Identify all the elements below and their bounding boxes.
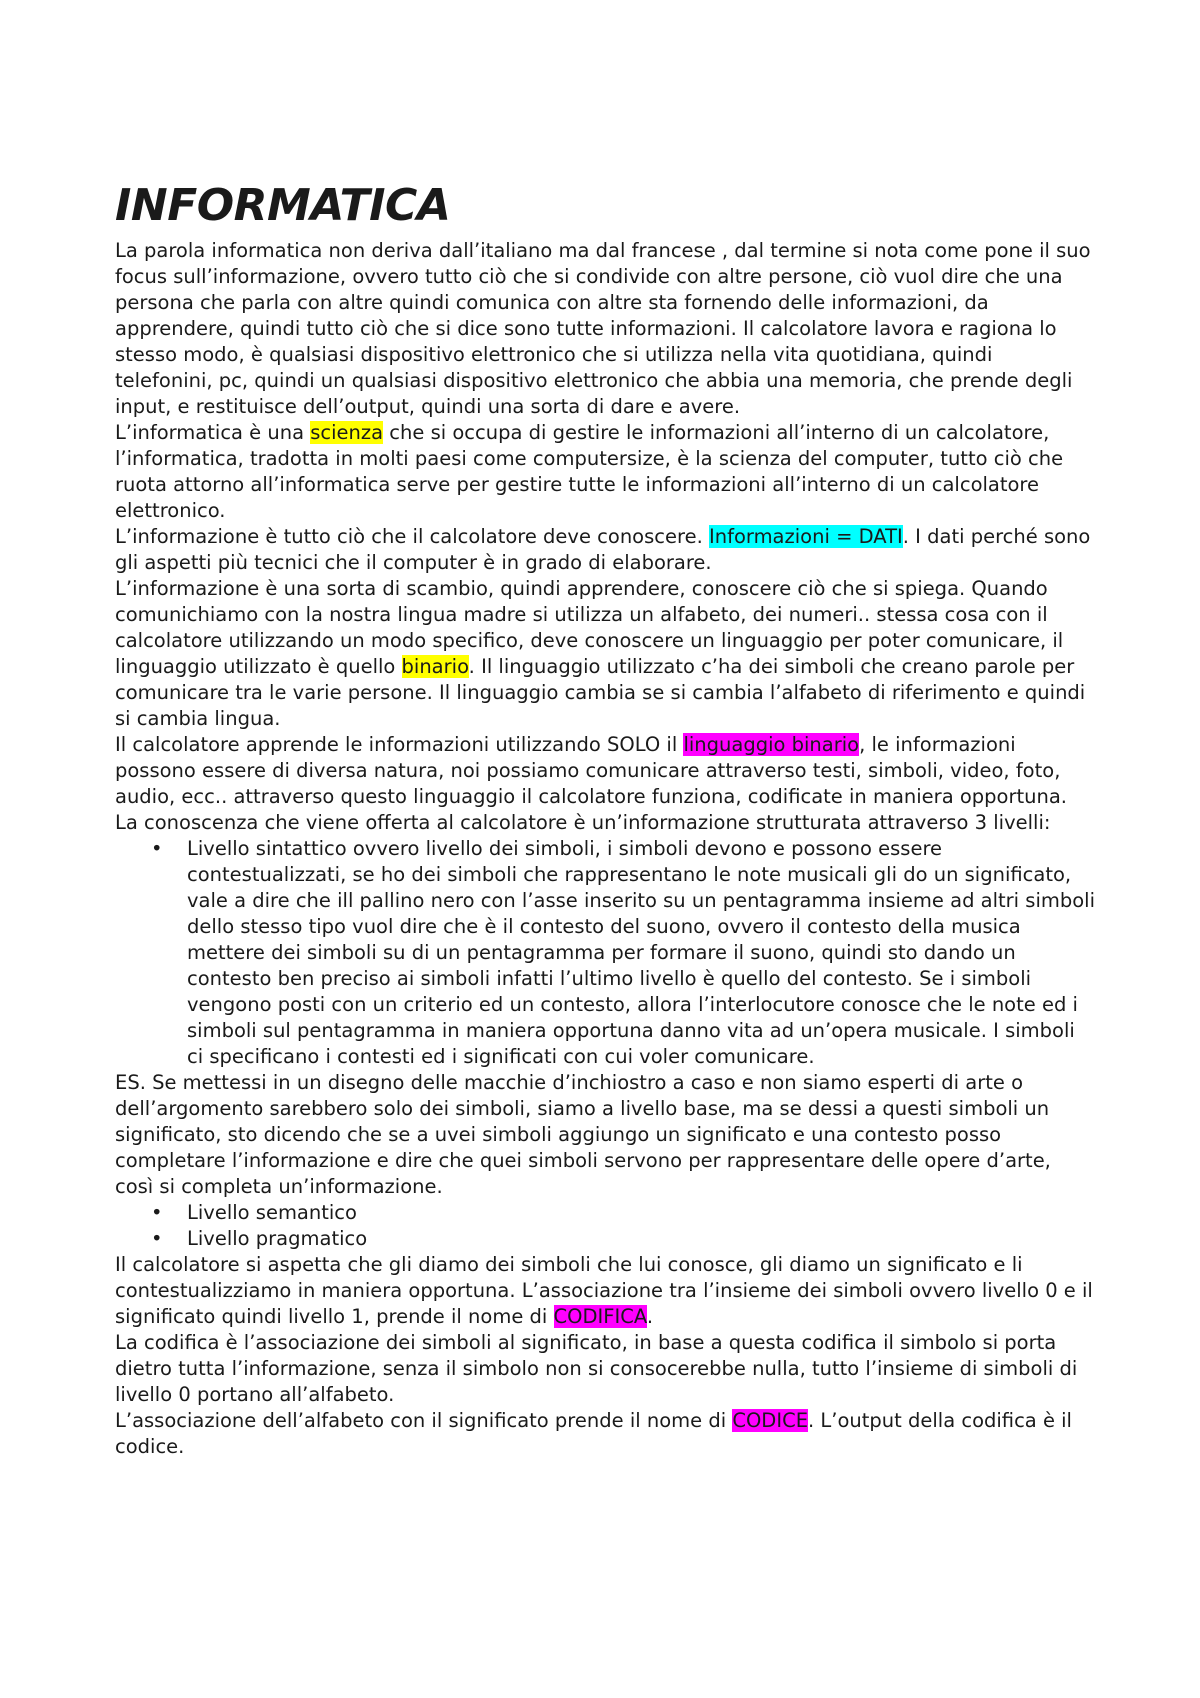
highlight-linguaggio-binario: linguaggio binario (683, 733, 860, 756)
text-segment: che si occupa di gestire le informazioni all’interno di un calcolatore, l’informatica, tradotta in molti paesi come computersize, è la scienza del computer, tutto ciò che ruota attorno all’informatica serve per gestire tutte le informazioni all’interno di un calcolatore elettronico. (115, 421, 1064, 522)
highlight-codice: CODICE (732, 1409, 809, 1432)
list-item: • Livello sintattico ovvero livello dei simboli, i simboli devono e possono essere contestualizzati, se ho dei simboli che rappresentano le note musicali gli do un significato, vale a dire che ill pallino nero con l’asse inserito su un pentagramma insieme ad altri simboli dello stesso tipo vuol dire che è il contesto del suono, ovvero il contesto della musica mettere dei simboli su di un pentagramma per formare il suono, quindi sto dando un contesto ben preciso ai simboli infatti l’ultimo livello è quello del contesto. Se i simboli vengono posti con un criterio ed un contesto, allora l’interlocutore conosce che le note ed i simboli sul pentagramma in maniera opportuna danno vita ad un’opera musicale. I simboli ci specificano i contesti ed i significati con cui voler comunicare. (187, 836, 1095, 1070)
text-segment: . Il linguaggio utilizzato c’ha dei simboli che creano parole per comunicare tra le varie persone. Il linguaggio cambia se si cambia l’alfabeto di riferimento e quindi si cambia lingua. (115, 655, 1086, 730)
bullet-list-levels (115, 836, 1095, 1070)
bullet-list-levels-2 (115, 1200, 1095, 1252)
paragraph-linguaggio-binario (115, 732, 1095, 810)
paragraph-scienza (115, 420, 1095, 524)
paragraph-intro: La parola informatica non deriva dall’italiano ma dal francese , dal termine si nota come pone il suo focus sull’informazione, ovvero tutto ciò che si condivide con altre persone, ciò vuol dire che una persona che parla con altre quindi comunica con altre sta fornendo delle informazioni, da apprendere, quindi tutto ciò che si dice sono tutte informazioni. Il calcolatore lavora e ragiona lo stesso modo, è qualsiasi dispositivo elettronico che si utilizza nella vita quotidiana, quindi telefonini, pc, quindi un qualsiasi dispositivo elettronico che abbia una memoria, che prende degli input, e restituisce dell’output, quindi una sorta di dare e avere. (115, 239, 1091, 418)
text-segment: . L’output della codifica è il codice. (115, 1409, 1072, 1458)
highlight-codifica: CODIFICA (553, 1305, 647, 1328)
highlight-scienza: scienza (310, 421, 384, 444)
text-segment: . I dati perché sono gli aspetti più tecnici che il computer è in grado di elaborare. (115, 525, 1091, 574)
text-segment: L’associazione dell’alfabeto con il significato prende il nome di (115, 1409, 733, 1432)
paragraph-scambio (115, 576, 1095, 732)
text-segment: Il calcolatore si aspetta che gli diamo dei simboli che lui conosce, gli diamo un significato e li contestualizziamo in maniera opportuna. L’associazione tra l’insieme dei simboli ovvero livello 0 e il significato quindi livello 1, prende il nome di (115, 1253, 1093, 1328)
paragraph-informazione (115, 524, 1095, 576)
text-segment: L’informatica è una (115, 421, 311, 444)
text-segment: Il calcolatore apprende le informazioni utilizzando SOLO il (115, 733, 684, 756)
list-item: • Livello semantico (187, 1200, 1095, 1226)
document-page (115, 180, 1095, 1460)
paragraph-codice (115, 1408, 1095, 1460)
text-segment: , le informazioni possono essere di diversa natura, noi possiamo comunicare attraverso testi, simboli, video, foto, audio, ecc.. attraverso questo linguaggio il calcolatore funziona, codificate in maniera opportuna. (115, 733, 1067, 808)
paragraph-codifica-definizione: La codifica è l’associazione dei simboli al significato, in base a questa codifica il simbolo si porta dietro tutta l’informazione, senza il simbolo non si consocerebbe nulla, tutto l’insieme di simboli di livello 0 portano all’alfabeto. (115, 1331, 1078, 1406)
list-item: • Livello pragmatico (187, 1226, 1095, 1252)
paragraph-livelli: La conoscenza che viene offerta al calcolatore è un’informazione strutturata attraverso 3 livelli: (115, 811, 1051, 834)
text-segment: L’informazione è una sorta di scambio, quindi apprendere, conoscere ciò che si spiega. Quando comunichiamo con la nostra lingua madre si utilizza un alfabeto, dei numeri.. stessa cosa con il calcolatore utilizzando un modo specifico, deve conoscere un linguaggio per poter comunicare, il linguaggio utilizzato è quello (115, 577, 1064, 678)
text-segment: L’informazione è tutto ciò che il calcolatore deve conoscere. (115, 525, 709, 548)
highlight-informazioni-dati: Informazioni = DATI (708, 525, 903, 548)
paragraph-esempio: ES. Se mettessi in un disegno delle macchie d’inchiostro a caso e non siamo esperti di arte o dell’argomento sarebbero solo dei simboli, siamo a livello base, ma se dessi a questi simboli un significato, sto dicendo che se a uvei simboli aggiungo un significato e una contesto posso completare l’informazione e dire che quei simboli servono per rappresentare delle opere d’arte, così si completa un’informazione. (115, 1071, 1051, 1198)
text-segment: . (646, 1305, 654, 1328)
paragraph-codifica (115, 1252, 1095, 1330)
document-title: INFORMATICA (115, 180, 451, 231)
highlight-binario: binario (401, 655, 469, 678)
